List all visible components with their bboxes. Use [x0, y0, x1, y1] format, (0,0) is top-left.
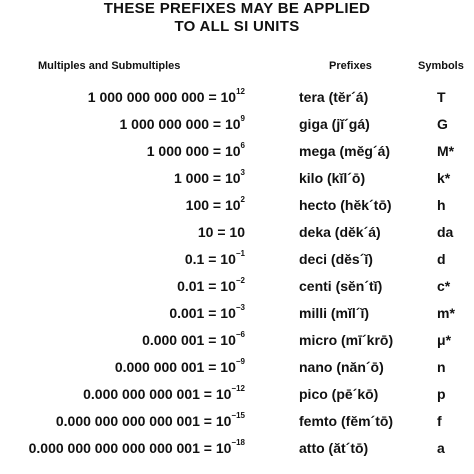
exponent: 3: [240, 168, 245, 177]
exponent: 12: [236, 87, 245, 96]
multiple-value: 0.000 000 000 000 $001 = 10^{-15}$: [55, 411, 245, 429]
prefix-symbol: d: [437, 251, 446, 267]
prefix-symbol: c*: [437, 278, 451, 294]
multiple-value: 0.000 000 $001 = 10^{-9}$: [114, 357, 245, 375]
prefix-symbol: n: [437, 359, 446, 375]
prefix-name: milli (mĭl´ĭ): [299, 305, 369, 321]
prefix-symbol: T: [437, 89, 446, 105]
prefix-symbol: da: [437, 224, 454, 240]
table-row: [0, 192, 474, 218]
symbols-header: Symbols: [418, 60, 464, 72]
multiple-value: 1 $000 = 10^3$: [173, 168, 245, 186]
prefix-name: atto (ăt´tō): [299, 440, 369, 456]
prefix-name: micro (mī´krō): [299, 332, 394, 348]
table-row: [0, 219, 474, 245]
multiple-value: $0.1 = 10^{-1}$: [184, 249, 245, 267]
prefix-name: tera (tĕr´á): [299, 89, 369, 105]
prefix-name: pico (pē´kō): [299, 386, 379, 402]
prefix-name: hecto (hĕk´tō): [299, 197, 392, 213]
prefix-symbol: m*: [437, 305, 455, 321]
table-row: [0, 138, 474, 164]
multiple-value: 10 = 10: [197, 224, 245, 240]
prefix-name: femto (fĕm´tō): [299, 413, 394, 429]
prefix-name: mega (mĕg´á): [299, 143, 391, 159]
prefixes-header: Prefixes: [329, 60, 372, 72]
prefix-symbol: a: [437, 440, 445, 456]
prefix-symbol: f: [437, 413, 442, 429]
table-row: [0, 354, 474, 380]
exponent: −2: [235, 276, 245, 285]
prefix-name: deci (dĕs´ĭ): [299, 251, 373, 267]
exponent: −6: [235, 330, 245, 339]
prefix-name: deka (dĕk´á): [299, 224, 381, 240]
multiple-value: $100 = 10^2$: [185, 195, 245, 213]
multiple-value: 0.000 000 000 $001 = 10^{-12}$: [83, 384, 245, 402]
multiple-value: 1 000 000 000 $000 = 10^{12}$: [87, 87, 245, 105]
multiple-value: 1 000 $000 = 10^6$: [146, 141, 245, 159]
prefix-symbol: G: [437, 116, 448, 132]
exponent: −3: [235, 303, 245, 312]
multiples-header: Multiples and Submultiples: [38, 60, 181, 72]
prefix-name: kilo (kĭl´ō): [299, 170, 366, 186]
table-row: [0, 327, 474, 353]
exponent: 6: [240, 141, 245, 150]
multiple-value: $0.01 = 10^{-2}$: [177, 276, 245, 294]
prefix-symbol: M*: [437, 143, 455, 159]
prefix-name: giga (jĭ´gá): [299, 116, 370, 132]
exponent: −15: [231, 411, 245, 420]
table-row: [0, 246, 474, 272]
multiple-value: 0.000 000 000 000 000 $001 = 10^{-18}$: [28, 438, 245, 456]
exponent: −9: [235, 357, 245, 366]
prefix-name: nano (năn´ō): [299, 359, 384, 375]
exponent: −1: [235, 249, 245, 258]
prefix-symbol: h: [437, 197, 446, 213]
prefix-symbol: k*: [437, 170, 451, 186]
exponent: −12: [231, 384, 245, 393]
exponent: −18: [231, 438, 245, 447]
table-row: [0, 435, 474, 461]
multiple-value: 0.000 $001 = 10^{-6}$: [142, 330, 245, 348]
table-row: [0, 381, 474, 407]
multiple-value: $0.001 = 10^{-3}$: [169, 303, 245, 321]
exponent: 2: [240, 195, 245, 204]
title-line-1: THESE PREFIXES MAY BE APPLIED: [103, 0, 371, 17]
prefix-symbol: μ*: [437, 332, 452, 348]
table-row: [0, 408, 474, 434]
title-line-2: TO ALL SI UNITS: [174, 18, 300, 35]
prefix-symbol: p: [437, 386, 446, 402]
table-row: [0, 111, 474, 137]
table-row: [0, 84, 474, 110]
table-row: [0, 300, 474, 326]
exponent: 9: [240, 114, 245, 123]
table-row: [0, 165, 474, 191]
multiple-value: 1 000 000 $000 = 10^9$: [119, 114, 245, 132]
table-row: [0, 273, 474, 299]
prefix-name: centi (sĕn´tĭ): [299, 278, 383, 294]
